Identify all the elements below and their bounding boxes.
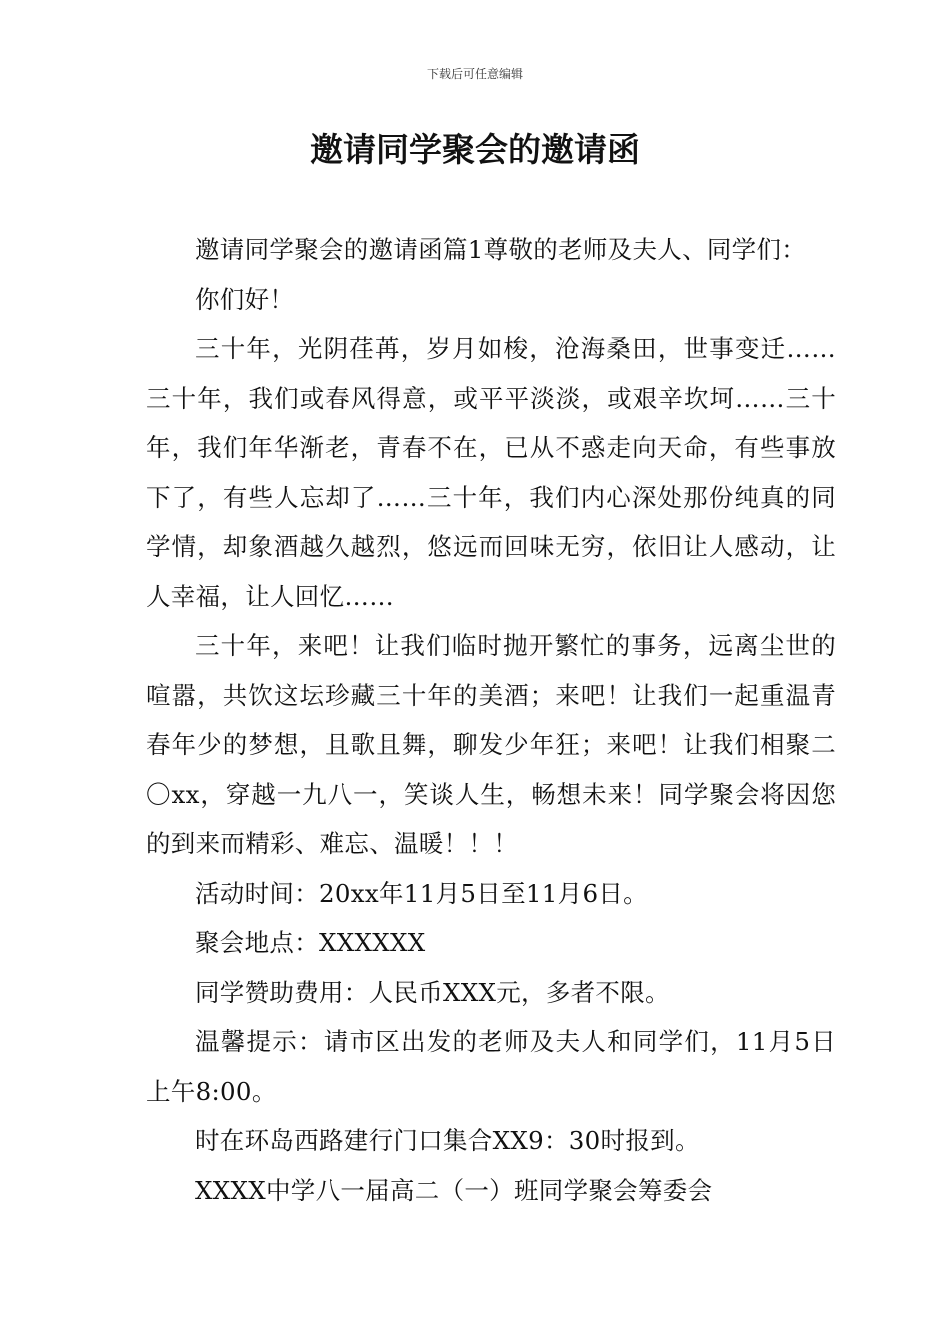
- paragraph-sponsorship-fee: 同学赞助费用：人民币XXX元，多者不限。: [195, 977, 670, 1007]
- paragraph-event-time: 活动时间：20xx年11月5日至11月6日。: [195, 878, 648, 908]
- header-note: 下载后可任意编辑: [426, 67, 523, 81]
- paragraph-organizer: XXXX中学八一届高二（一）班同学聚会筹委会: [195, 1175, 713, 1205]
- paragraph-assembly-point: 时在环岛西路建行门口集合XX9：30时报到。: [195, 1126, 700, 1155]
- paragraph-thirty-years: 三十年，光阴荏苒，岁月如梭，沧海桑田，世事变迁……三十年，我们或春风得意，或平平淡淡，或艰辛坎坷……三十年，我们年华渐老，青春不在，已从不惑走向天命，有些事放下了，有些人忘却了……三十年，我们内心深处那份纯真的同学情，却象酒越久越烈，悠远而回味无穷，依旧让人感动，让人幸福，让人回忆……: [146, 334, 836, 611]
- document-body: [146, 225, 836, 1215]
- paragraph-invitation: 三十年，来吧！让我们临时抛开繁忙的事务，远离尘世的喧嚣，共饮这坛珍藏三十年的美酒；来吧！让我们一起重温青春年少的梦想，且歌且舞，聊发少年狂；来吧！让我们相聚二〇xx，穿越一九八一，笑谈人生，畅想未来！同学聚会将因您的到来而精彩、难忘、温暖！！！: [146, 631, 836, 858]
- paragraph-venue: 聚会地点：XXXXXX: [195, 928, 426, 957]
- paragraph-greeting: 你们好！: [195, 284, 295, 314]
- document-title: 邀请同学聚会的邀请函: [310, 130, 640, 169]
- paragraph-salutation: 邀请同学聚会的邀请函篇1尊敬的老师及夫人、同学们：: [195, 235, 807, 264]
- paragraph-reminder: 温馨提示：请市区出发的老师及夫人和同学们，11月5日上午8:00。: [146, 1027, 836, 1106]
